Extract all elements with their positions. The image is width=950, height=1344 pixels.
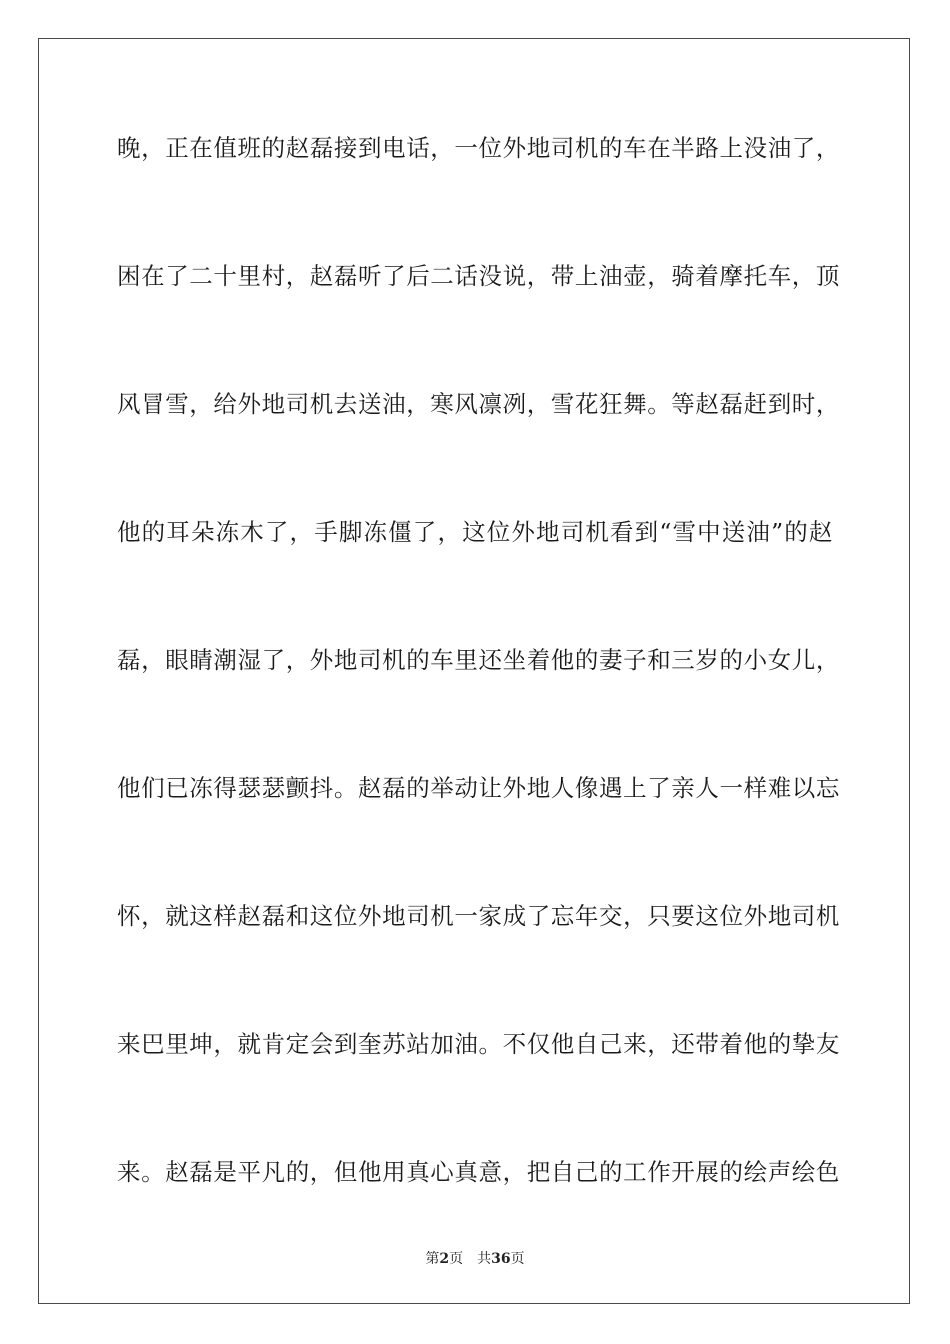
page-suffix: 页 — [449, 1251, 464, 1267]
total-prefix: 共 — [477, 1251, 492, 1267]
page-prefix: 第 — [425, 1251, 440, 1267]
page-number: 2 — [439, 1251, 450, 1267]
page-footer — [0, 1248, 950, 1268]
text-line: 他们已冻得瑟瑟颤抖。赵磊的举动让外地人像遇上了亲人一样难以忘 — [117, 774, 840, 802]
text-line: 他的耳朵冻木了，手脚冻僵了，这位外地司机看到“雪中送油”的赵 — [117, 518, 833, 546]
text-line: 来。赵磊是平凡的，但他用真心真意，把自己的工作开展的绘声绘色 — [117, 1158, 840, 1186]
text-line: 晚，正在值班的赵磊接到电话，一位外地司机的车在半路上没油了， — [117, 134, 840, 162]
text-line: 困在了二十里村，赵磊听了后二话没说，带上油壶，骑着摩托车，顶 — [117, 262, 840, 290]
document-body — [117, 120, 840, 1272]
total-pages: 36 — [491, 1251, 511, 1267]
text-line: 磊，眼睛潮湿了，外地司机的车里还坐着他的妻子和三岁的小女儿， — [117, 646, 840, 674]
text-line: 来巴里坤，就肯定会到奎苏站加油。不仅他自己来，还带着他的挚友 — [117, 1030, 840, 1058]
total-suffix: 页 — [510, 1251, 525, 1267]
text-line: 风冒雪，给外地司机去送油，寒风凛冽，雪花狂舞。等赵磊赶到时， — [117, 390, 840, 418]
text-line: 怀，就这样赵磊和这位外地司机一家成了忘年交，只要这位外地司机 — [117, 902, 840, 930]
